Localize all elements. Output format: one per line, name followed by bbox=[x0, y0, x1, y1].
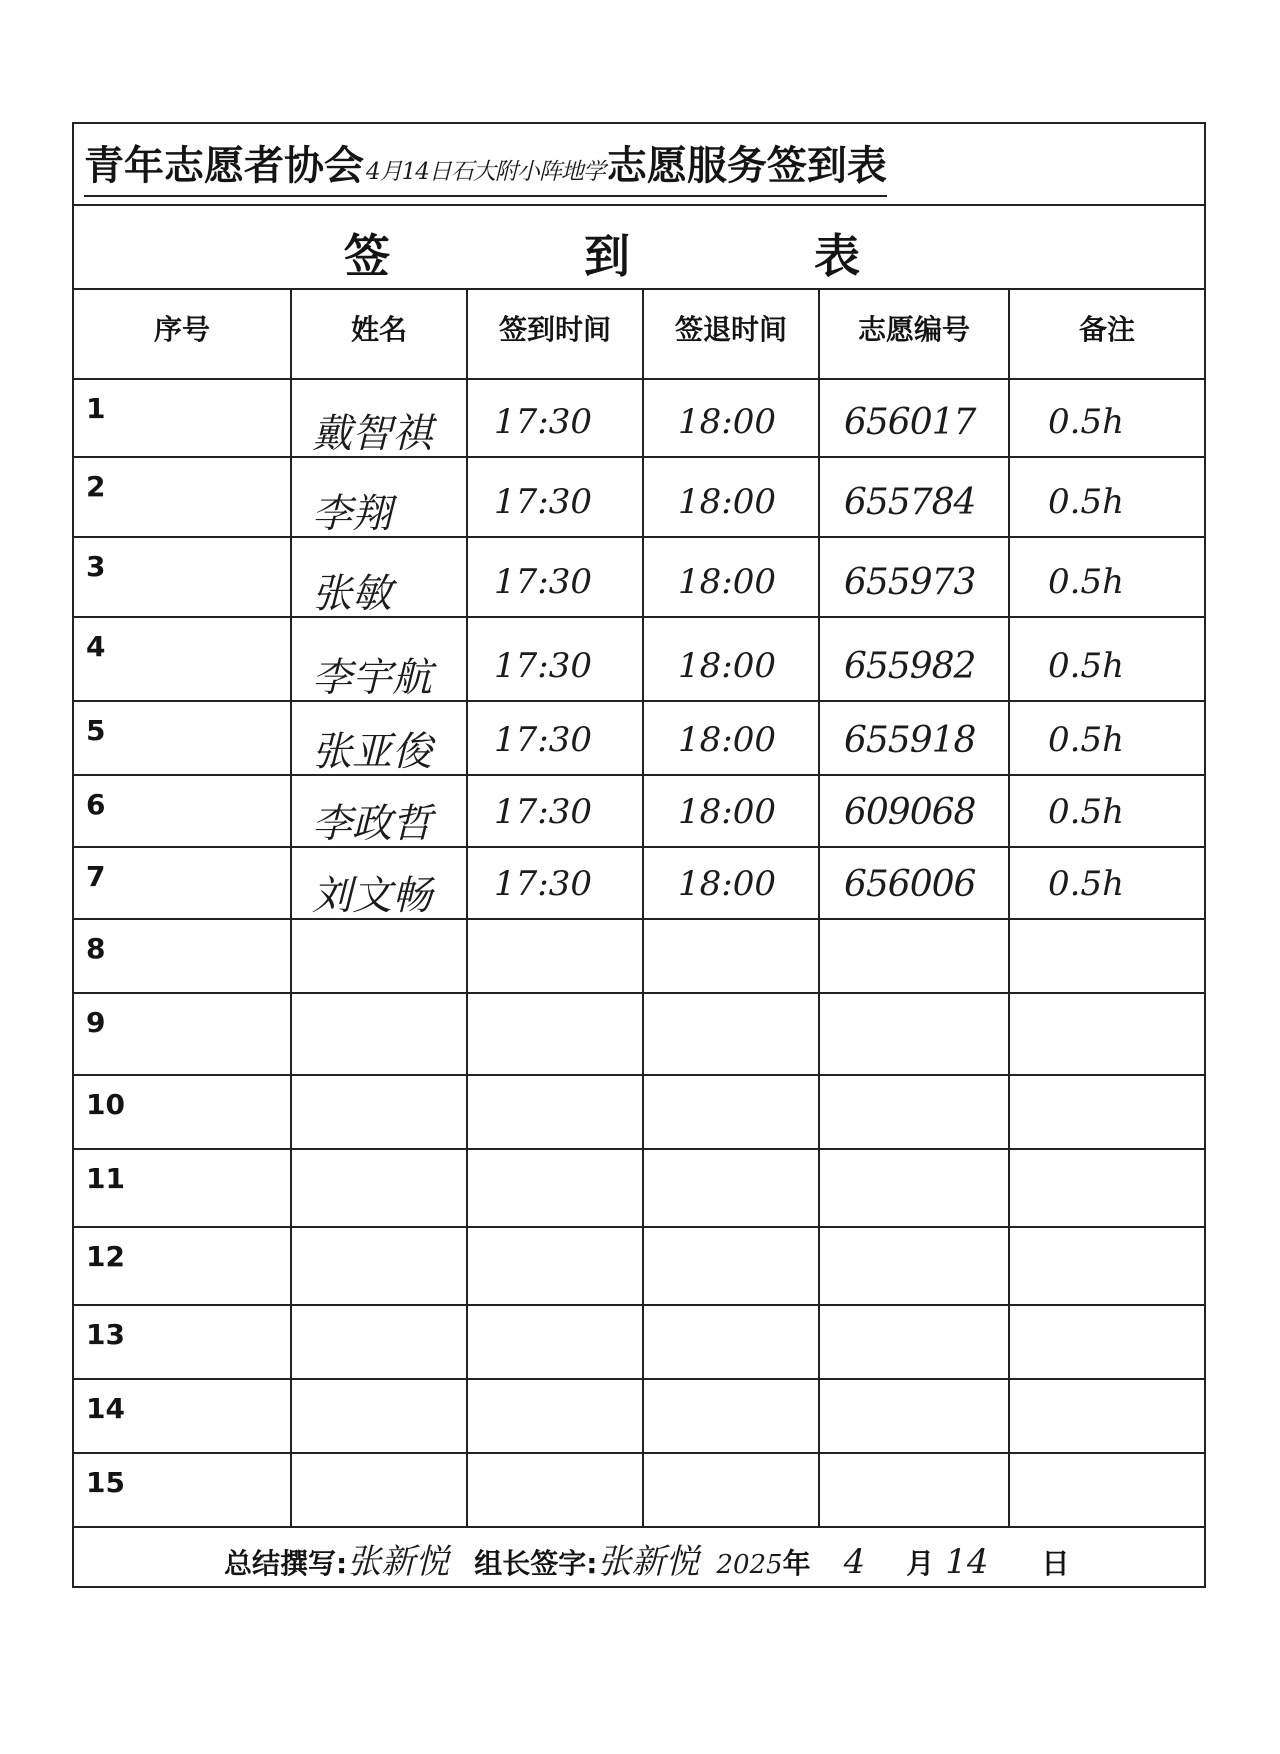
volunteer-name: 李政哲 bbox=[312, 801, 432, 847]
cell-sign-out-time bbox=[644, 1150, 820, 1226]
note: 0.5h bbox=[1048, 482, 1124, 522]
date-day: 14 bbox=[945, 1542, 989, 1582]
heading-char-1: 签 bbox=[344, 229, 390, 283]
table-row bbox=[74, 1150, 1204, 1228]
cell-note bbox=[1010, 776, 1204, 846]
cell-volunteer-id bbox=[820, 618, 1010, 700]
cell-sign-in-time bbox=[468, 1150, 644, 1226]
volunteer-name: 戴智祺 bbox=[312, 411, 432, 457]
date-month-label: 月 bbox=[906, 1547, 935, 1580]
cell-sign-out-time bbox=[644, 848, 820, 918]
cell-volunteer-id bbox=[820, 458, 1010, 536]
cell-note bbox=[1010, 1150, 1204, 1226]
cell-volunteer-name bbox=[292, 848, 468, 918]
heading-char-3: 表 bbox=[814, 229, 860, 283]
cell-volunteer-id bbox=[820, 848, 1010, 918]
cell-volunteer-name bbox=[292, 920, 468, 992]
cell-row-number bbox=[74, 1228, 292, 1304]
note: 0.5h bbox=[1048, 402, 1124, 442]
leader-label: 组长签字: bbox=[474, 1547, 598, 1580]
table-row bbox=[74, 702, 1204, 776]
row-number: 7 bbox=[86, 860, 106, 893]
cell-sign-in-time bbox=[468, 776, 644, 846]
table-row bbox=[74, 1380, 1204, 1454]
cell-volunteer-id bbox=[820, 994, 1010, 1074]
leader-signature: 张新悦 bbox=[597, 1542, 700, 1582]
date-month: 4 bbox=[843, 1542, 866, 1582]
sign-out-time: 18:00 bbox=[678, 562, 776, 602]
row-number: 8 bbox=[86, 932, 106, 965]
sign-in-table bbox=[74, 290, 1204, 1524]
cell-row-number bbox=[74, 994, 292, 1074]
cell-row-number bbox=[74, 1380, 292, 1452]
cell-row-number bbox=[74, 1306, 292, 1378]
sign-in-time: 17:30 bbox=[494, 482, 592, 522]
cell-row-number bbox=[74, 702, 292, 774]
cell-volunteer-id bbox=[820, 1454, 1010, 1526]
cell-sign-out-time bbox=[644, 702, 820, 774]
cell-sign-out-time bbox=[644, 380, 820, 456]
cell-volunteer-name bbox=[292, 776, 468, 846]
cell-sign-in-time bbox=[468, 458, 644, 536]
summary-label: 总结撰写: bbox=[224, 1547, 348, 1580]
table-row bbox=[74, 1076, 1204, 1150]
cell-row-number bbox=[74, 848, 292, 918]
cell-sign-in-time bbox=[468, 920, 644, 992]
sign-in-time: 17:30 bbox=[494, 864, 592, 904]
row-number: 11 bbox=[86, 1162, 125, 1195]
cell-sign-in-time bbox=[468, 1380, 644, 1452]
cell-sign-in-time bbox=[468, 538, 644, 616]
cell-row-number bbox=[74, 1150, 292, 1226]
sign-in-time: 17:30 bbox=[494, 562, 592, 602]
volunteer-name: 李翔 bbox=[312, 491, 392, 537]
table-row bbox=[74, 848, 1204, 920]
row-number: 12 bbox=[86, 1240, 125, 1273]
cell-volunteer-id bbox=[820, 702, 1010, 774]
cell-row-number bbox=[74, 290, 292, 378]
row-number: 2 bbox=[86, 470, 106, 503]
sign-out-time: 18:00 bbox=[678, 482, 776, 522]
row-number: 1 bbox=[86, 392, 106, 425]
volunteer-id: 655982 bbox=[844, 646, 976, 687]
cell-volunteer-name bbox=[292, 702, 468, 774]
volunteer-id: 656017 bbox=[844, 402, 976, 443]
cell-sign-in-time bbox=[468, 1454, 644, 1526]
table-row bbox=[74, 538, 1204, 618]
cell-row-number bbox=[74, 920, 292, 992]
cell-note bbox=[1010, 1380, 1204, 1452]
cell-volunteer-id bbox=[820, 1150, 1010, 1226]
date-year: 2025 bbox=[716, 1550, 783, 1580]
table-row bbox=[74, 458, 1204, 538]
sign-in-time: 17:30 bbox=[494, 792, 592, 832]
cell-sign-in-time bbox=[468, 380, 644, 456]
cell-note bbox=[1010, 1228, 1204, 1304]
column-header-volunteer-id: 志愿编号 bbox=[857, 313, 970, 346]
cell-sign-in-time bbox=[468, 1228, 644, 1304]
volunteer-id: 655918 bbox=[844, 720, 976, 761]
cell-row-number bbox=[74, 380, 292, 456]
cell-sign-in-time bbox=[468, 290, 644, 378]
cell-note bbox=[1010, 458, 1204, 536]
table-row bbox=[74, 1228, 1204, 1306]
table-row bbox=[74, 380, 1204, 458]
sign-out-time: 18:00 bbox=[678, 864, 776, 904]
date-day-label: 日 bbox=[1041, 1547, 1070, 1580]
table-row bbox=[74, 920, 1204, 994]
cell-volunteer-name bbox=[292, 380, 468, 456]
row-number: 6 bbox=[86, 788, 106, 821]
table-row bbox=[74, 776, 1204, 848]
sheet-title bbox=[84, 134, 887, 197]
table-row bbox=[74, 1306, 1204, 1380]
table-row bbox=[74, 1454, 1204, 1528]
cell-sign-out-time bbox=[644, 458, 820, 536]
cell-note bbox=[1010, 1454, 1204, 1526]
cell-volunteer-name bbox=[292, 618, 468, 700]
cell-volunteer-id bbox=[820, 290, 1010, 378]
volunteer-name: 张敏 bbox=[312, 571, 392, 617]
note: 0.5h bbox=[1048, 562, 1124, 602]
row-number: 10 bbox=[86, 1088, 125, 1121]
sign-out-time: 18:00 bbox=[678, 646, 776, 686]
cell-sign-out-time bbox=[644, 618, 820, 700]
row-number: 3 bbox=[86, 550, 106, 583]
sign-in-time: 17:30 bbox=[494, 720, 592, 760]
sign-in-sheet bbox=[72, 122, 1206, 1588]
cell-note bbox=[1010, 1076, 1204, 1148]
cell-volunteer-id bbox=[820, 1076, 1010, 1148]
cell-note bbox=[1010, 848, 1204, 918]
cell-note bbox=[1010, 290, 1204, 378]
sign-in-time: 17:30 bbox=[494, 402, 592, 442]
row-number: 13 bbox=[86, 1318, 125, 1351]
column-header-note: 备注 bbox=[1078, 313, 1135, 346]
date-year-label: 年 bbox=[782, 1547, 811, 1580]
volunteer-id: 609068 bbox=[844, 792, 976, 833]
volunteer-name: 刘文畅 bbox=[312, 873, 432, 919]
cell-volunteer-id bbox=[820, 380, 1010, 456]
cell-sign-out-time bbox=[644, 1306, 820, 1378]
cell-sign-in-time bbox=[468, 1076, 644, 1148]
title-org: 青年志愿者协会 bbox=[84, 143, 364, 189]
cell-sign-out-time bbox=[644, 994, 820, 1074]
cell-sign-in-time bbox=[468, 848, 644, 918]
cell-volunteer-name bbox=[292, 1150, 468, 1226]
title-handwritten-event: 4月14日石大附小阵地学 bbox=[366, 159, 605, 185]
heading-char-2: 到 bbox=[584, 229, 630, 283]
volunteer-id: 655973 bbox=[844, 562, 976, 603]
row-number: 5 bbox=[86, 714, 106, 747]
note: 0.5h bbox=[1048, 792, 1124, 832]
cell-volunteer-name bbox=[292, 1306, 468, 1378]
note: 0.5h bbox=[1048, 646, 1124, 686]
volunteer-name: 张亚俊 bbox=[312, 729, 432, 775]
column-header-volunteer-name: 姓名 bbox=[350, 313, 407, 346]
cell-note bbox=[1010, 920, 1204, 992]
cell-volunteer-name bbox=[292, 1380, 468, 1452]
cell-note bbox=[1010, 702, 1204, 774]
heading-row bbox=[74, 206, 1204, 290]
cell-row-number bbox=[74, 458, 292, 536]
title-suffix: 志愿服务签到表 bbox=[606, 143, 887, 189]
cell-volunteer-name bbox=[292, 1454, 468, 1526]
column-header-row-number: 序号 bbox=[153, 313, 210, 346]
table-header-row bbox=[74, 290, 1204, 380]
cell-sign-out-time bbox=[644, 1454, 820, 1526]
cell-volunteer-name bbox=[292, 290, 468, 378]
cell-row-number bbox=[74, 618, 292, 700]
sign-out-time: 18:00 bbox=[678, 720, 776, 760]
sign-out-time: 18:00 bbox=[678, 792, 776, 832]
row-number: 4 bbox=[86, 630, 106, 663]
cell-volunteer-name bbox=[292, 1228, 468, 1304]
cell-volunteer-id bbox=[820, 1380, 1010, 1452]
cell-sign-in-time bbox=[468, 702, 644, 774]
cell-note bbox=[1010, 1306, 1204, 1378]
cell-volunteer-id bbox=[820, 920, 1010, 992]
sign-out-time: 18:00 bbox=[678, 402, 776, 442]
cell-sign-out-time bbox=[644, 1380, 820, 1452]
cell-volunteer-name bbox=[292, 538, 468, 616]
cell-volunteer-id bbox=[820, 538, 1010, 616]
footer-row bbox=[74, 1524, 1204, 1588]
cell-row-number bbox=[74, 1076, 292, 1148]
cell-sign-out-time bbox=[644, 1076, 820, 1148]
volunteer-name: 李宇航 bbox=[312, 655, 432, 701]
note: 0.5h bbox=[1048, 720, 1124, 760]
cell-sign-out-time bbox=[644, 920, 820, 992]
cell-sign-out-time bbox=[644, 538, 820, 616]
column-header-sign-in-time: 签到时间 bbox=[498, 313, 611, 346]
footer-signatures bbox=[224, 1534, 1070, 1583]
cell-note bbox=[1010, 380, 1204, 456]
cell-sign-in-time bbox=[468, 994, 644, 1074]
sign-in-time: 17:30 bbox=[494, 646, 592, 686]
cell-sign-in-time bbox=[468, 1306, 644, 1378]
row-number: 15 bbox=[86, 1466, 125, 1499]
row-number: 14 bbox=[86, 1392, 125, 1425]
cell-sign-out-time bbox=[644, 290, 820, 378]
cell-volunteer-id bbox=[820, 1228, 1010, 1304]
volunteer-id: 655784 bbox=[844, 482, 976, 523]
cell-volunteer-id bbox=[820, 776, 1010, 846]
cell-row-number bbox=[74, 776, 292, 846]
cell-note bbox=[1010, 994, 1204, 1074]
cell-note bbox=[1010, 618, 1204, 700]
table-row bbox=[74, 618, 1204, 702]
cell-sign-out-time bbox=[644, 1228, 820, 1304]
cell-volunteer-id bbox=[820, 1306, 1010, 1378]
cell-note bbox=[1010, 538, 1204, 616]
table-row bbox=[74, 994, 1204, 1076]
cell-row-number bbox=[74, 1454, 292, 1526]
cell-sign-in-time bbox=[468, 618, 644, 700]
cell-volunteer-name bbox=[292, 1076, 468, 1148]
summary-writer-signature: 张新悦 bbox=[347, 1542, 450, 1582]
volunteer-id: 656006 bbox=[844, 864, 976, 905]
cell-sign-out-time bbox=[644, 776, 820, 846]
note: 0.5h bbox=[1048, 864, 1124, 904]
cell-volunteer-name bbox=[292, 994, 468, 1074]
cell-row-number bbox=[74, 538, 292, 616]
row-number: 9 bbox=[86, 1006, 106, 1039]
title-row bbox=[74, 124, 1204, 206]
cell-volunteer-name bbox=[292, 458, 468, 536]
column-header-sign-out-time: 签退时间 bbox=[674, 313, 787, 346]
